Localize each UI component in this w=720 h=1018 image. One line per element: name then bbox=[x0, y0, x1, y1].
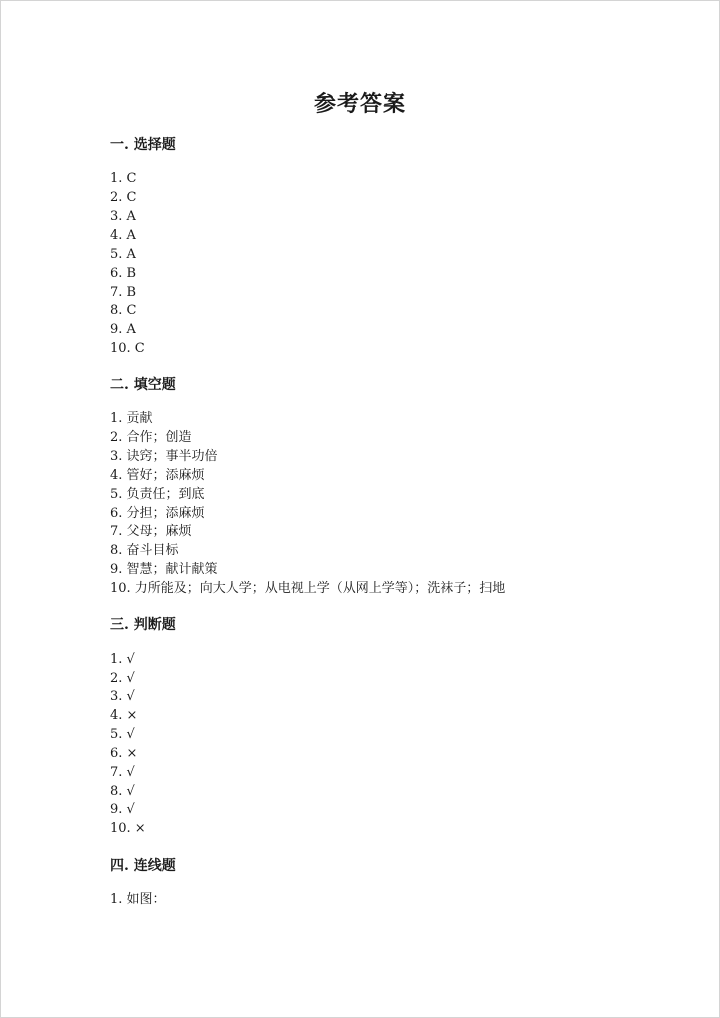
judge-answer-4: 4. × bbox=[110, 708, 138, 723]
fill-answer-6: 6. 分担；添麻烦 bbox=[110, 506, 205, 521]
choice-answer-9: 9. A bbox=[110, 322, 136, 337]
judge-answer-1: 1. √ bbox=[110, 652, 135, 667]
fill-answer-2: 2. 合作；创造 bbox=[110, 430, 192, 445]
section-heading-match: 四. 连线题 bbox=[110, 858, 176, 874]
choice-answer-3: 3. A bbox=[110, 209, 136, 224]
choice-answer-4: 4. A bbox=[110, 228, 136, 243]
page-title: 参考答案 bbox=[313, 91, 406, 117]
choice-answer-1: 1. C bbox=[110, 171, 137, 186]
choice-answer-7: 7. B bbox=[110, 285, 137, 300]
choice-answer-5: 5. A bbox=[110, 247, 136, 262]
section-heading-choice: 一. 选择题 bbox=[110, 137, 176, 153]
judge-answer-2: 2. √ bbox=[110, 671, 135, 686]
fill-answer-5: 5. 负责任；到底 bbox=[110, 487, 205, 502]
judge-answer-3: 3. √ bbox=[110, 689, 135, 704]
fill-answer-3: 3. 诀窍；事半功倍 bbox=[110, 449, 218, 464]
fill-answer-7: 7. 父母；麻烦 bbox=[110, 524, 192, 539]
fill-answer-9: 9. 智慧；献计献策 bbox=[110, 562, 218, 577]
judge-answer-6: 6. × bbox=[110, 746, 138, 761]
judge-answer-9: 9. √ bbox=[110, 802, 135, 817]
section-heading-judge: 三. 判断题 bbox=[110, 617, 176, 633]
section-heading-fill: 二. 填空题 bbox=[110, 377, 176, 393]
judge-answer-5: 5. √ bbox=[110, 727, 135, 742]
fill-answer-1: 1. 贡献 bbox=[110, 411, 153, 426]
judge-answer-7: 7. √ bbox=[110, 765, 135, 780]
fill-answer-8: 8. 奋斗目标 bbox=[110, 543, 179, 558]
judge-answer-10: 10. × bbox=[110, 821, 146, 836]
fill-answer-4: 4. 管好；添麻烦 bbox=[110, 468, 205, 483]
judge-answer-8: 8. √ bbox=[110, 784, 135, 799]
match-answer-1: 1. 如图： bbox=[110, 892, 166, 907]
choice-answer-8: 8. C bbox=[110, 303, 137, 318]
choice-answer-6: 6. B bbox=[110, 266, 137, 281]
choice-answer-10: 10. C bbox=[110, 341, 145, 356]
choice-answer-2: 2. C bbox=[110, 190, 137, 205]
fill-answer-10: 10. 力所能及；向大人学；从电视上学（从网上学等）；洗袜子；扫地 bbox=[110, 581, 506, 596]
